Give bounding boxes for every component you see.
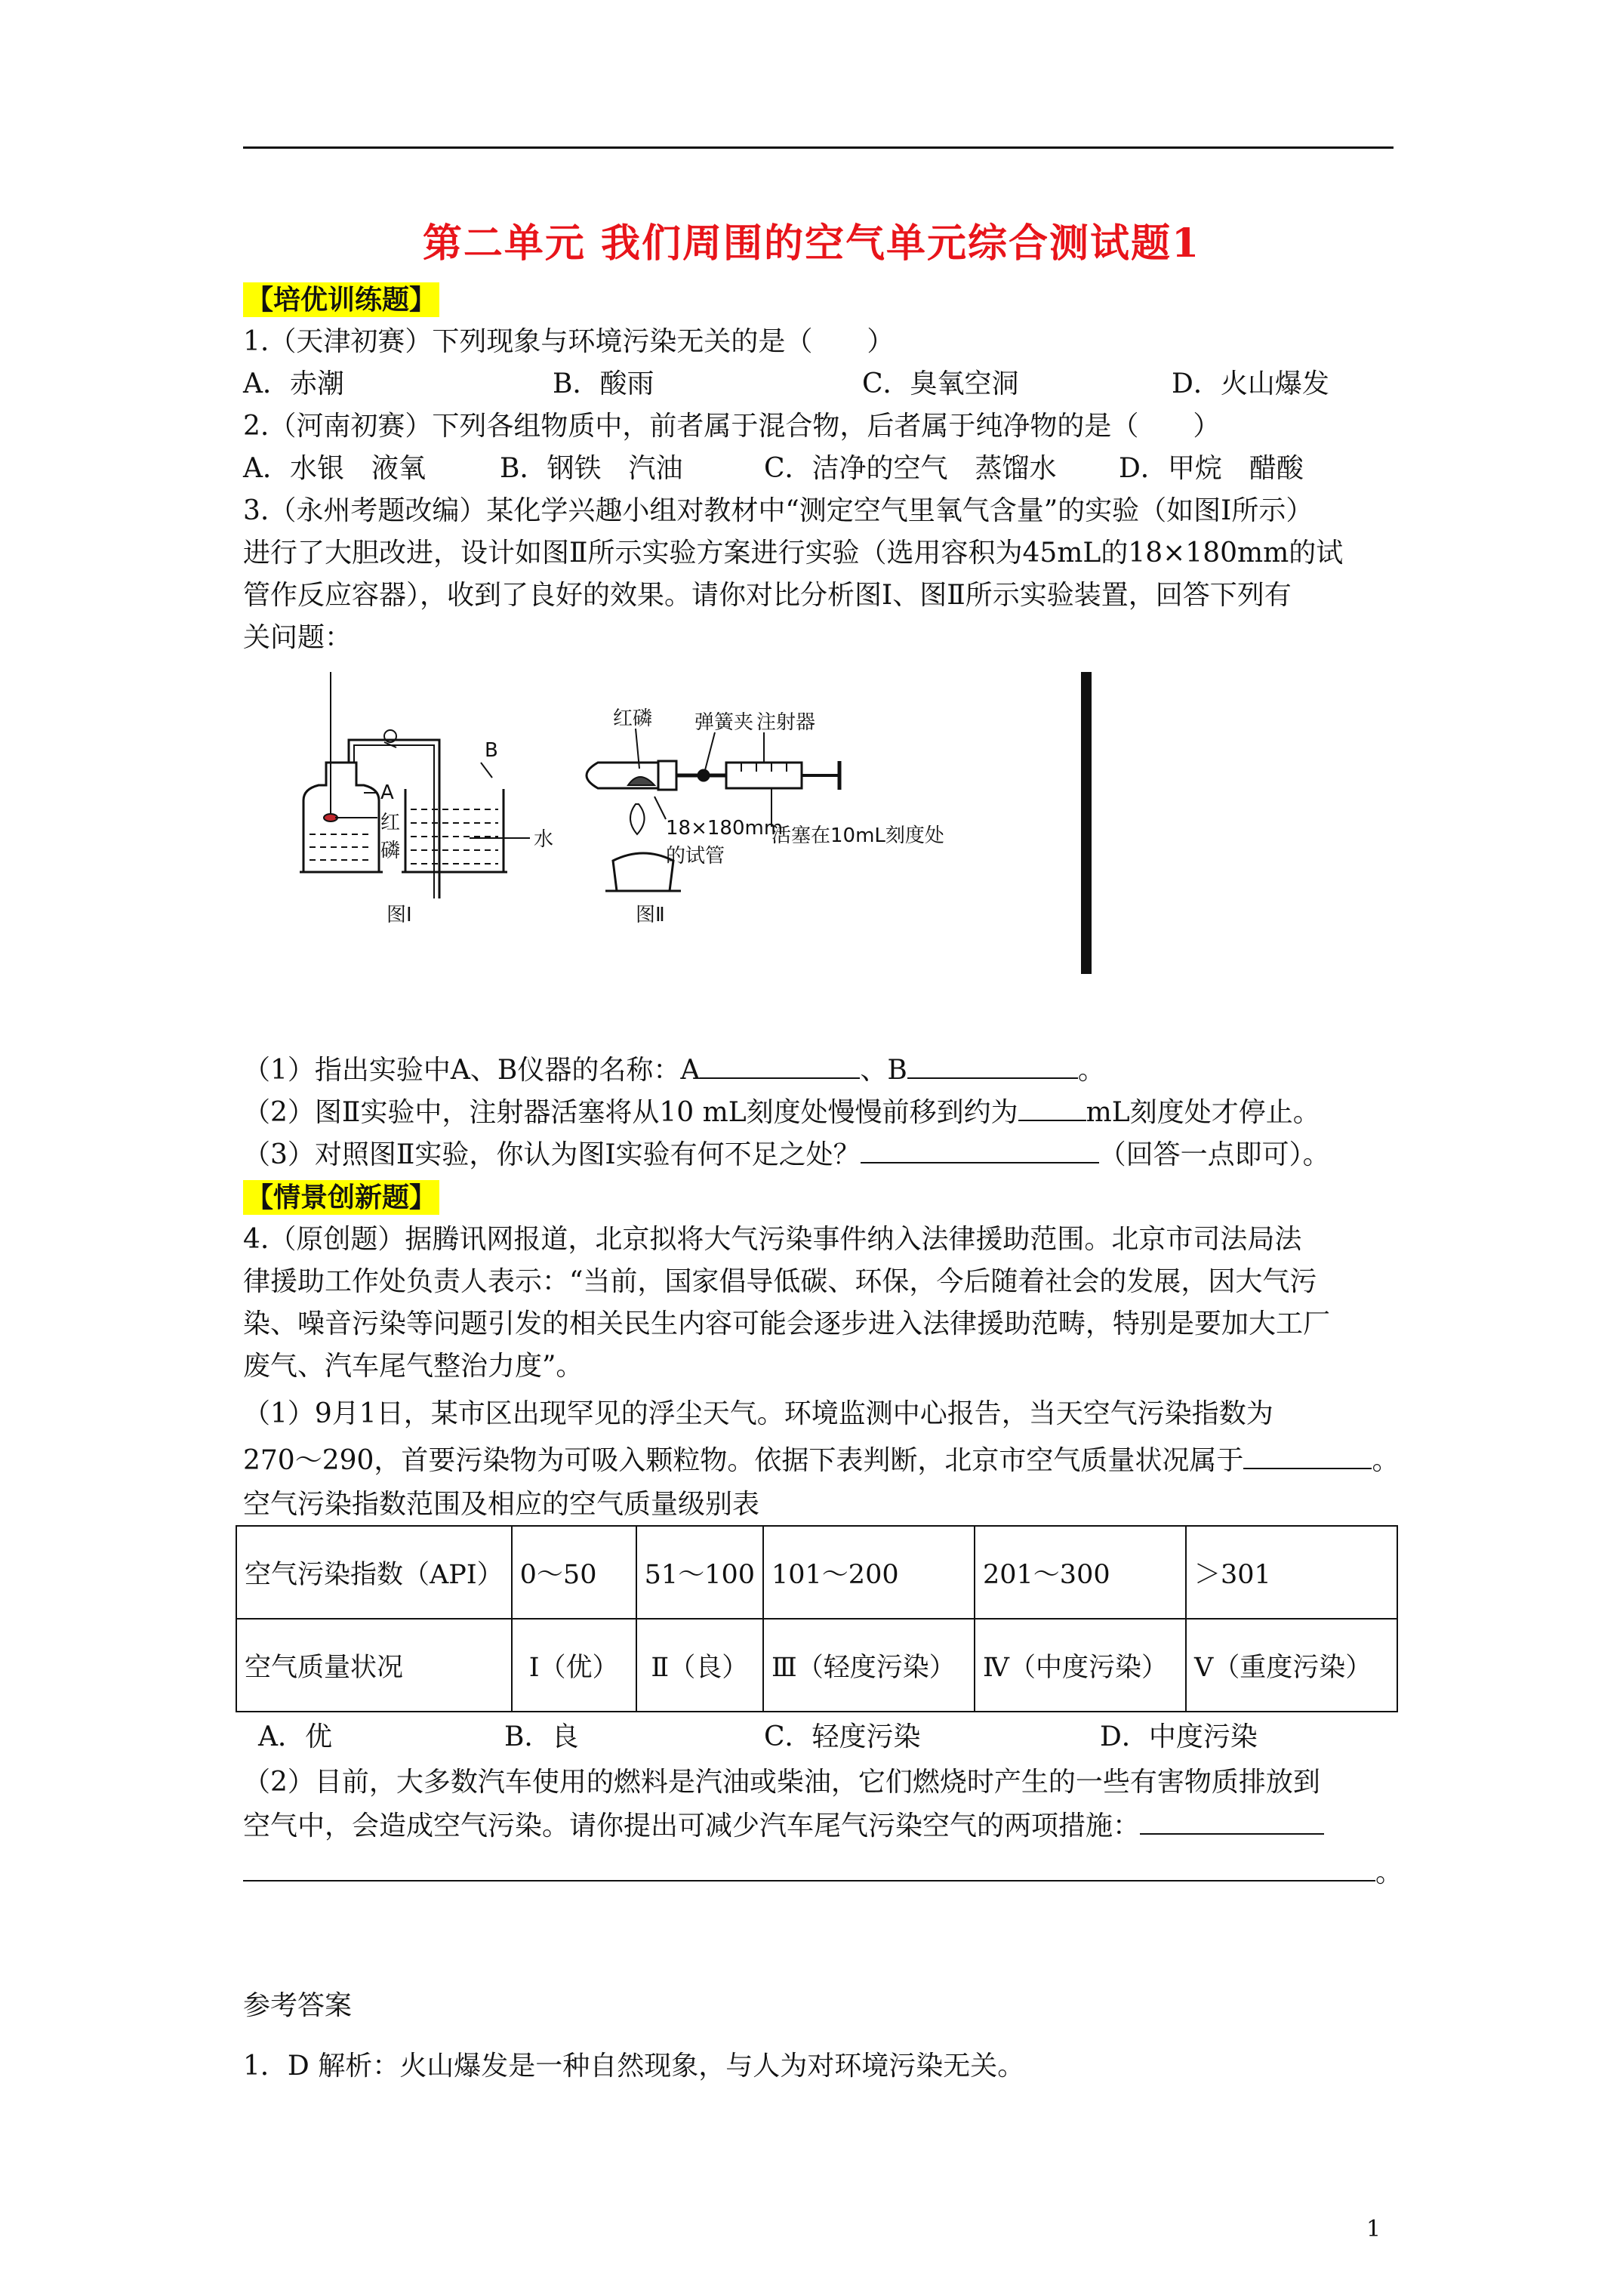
- q4-sub1-end: 。: [1372, 1445, 1400, 1476]
- table-cell: 0～50: [512, 1526, 636, 1619]
- q4-answer-blank-measures-1[interactable]: [1140, 1808, 1324, 1835]
- question-4-line-2: 律援助工作处负责人表示：“当前，国家倡导低碳、环保，今后随着社会的发展，因大气污: [243, 1266, 1317, 1297]
- q3-answer-blank-ml[interactable]: [1018, 1094, 1086, 1121]
- figure-1-apparatus: [300, 672, 530, 898]
- fig1-label-a: A: [380, 781, 394, 804]
- q3-sub3-text-a: （3）对照图Ⅱ实验，你认为图Ⅰ实验有何不足之处？: [243, 1139, 861, 1170]
- page-title: 第二单元 我们周围的空气单元综合测试题1: [422, 220, 1201, 267]
- question-2-options: [243, 450, 1390, 488]
- section-tag-training: [243, 281, 439, 319]
- q3-sub1-text-c: 。: [1077, 1055, 1105, 1086]
- fig1-label-lin: 磷: [380, 840, 401, 862]
- q4-sub2-line-2: [243, 1808, 1324, 1845]
- q3-sub-2: [243, 1094, 1320, 1132]
- question-1-stem: 1.（天津初赛）下列现象与环境污染无关的是（ ）: [243, 326, 895, 357]
- q4-option-a: A．优: [258, 1721, 332, 1752]
- q3-sub2-text-b: mL刻度处才停止。: [1086, 1097, 1320, 1128]
- section-tag-label: 【培优训练题】: [243, 282, 439, 317]
- table-cell: Ⅳ（中度污染）: [975, 1619, 1186, 1712]
- fig1-label-b: B: [485, 739, 498, 762]
- q4-option-b: B．良: [504, 1721, 579, 1752]
- header-rule: [243, 146, 1394, 149]
- question-3-line-2: 进行了大胆改进，设计如图Ⅱ所示实验方案进行实验（选用容积为45mL的18×180mm的试: [243, 538, 1344, 569]
- fig2-label-syringe: 注射器: [756, 711, 816, 734]
- q4-sub2-line-1: （2）目前，大多数汽车使用的燃料是汽油或柴油，它们燃烧时产生的一些有害物质排放到: [243, 1767, 1320, 1798]
- section-tag-scenario: [243, 1179, 439, 1217]
- q2-option-d: D．甲烷 醋酸: [1119, 453, 1304, 484]
- q3-sub-3: [243, 1136, 1330, 1174]
- q3-sub2-text-a: （2）图Ⅱ实验中，注射器活塞将从10 mL刻度处慢慢前移到约为: [243, 1097, 1018, 1128]
- q3-sub-1: [243, 1052, 1105, 1089]
- aqi-table: [236, 1525, 1398, 1712]
- q4-option-d: D．中度污染: [1100, 1721, 1258, 1752]
- q3-answer-blank-a[interactable]: [700, 1052, 860, 1079]
- q2-option-c: C．洁净的空气 蒸馏水: [764, 453, 1057, 484]
- experiment-figure: [243, 672, 1119, 997]
- question-1-options: [243, 365, 1390, 403]
- table-cell: Ⅲ（轻度污染）: [763, 1619, 975, 1712]
- q1-option-a: A．赤潮: [243, 368, 344, 399]
- question-3-line-1: 3.（永州考题改编）某化学兴趣小组对教材中“测定空气里氧气含量”的实验（如图Ⅰ所示）: [243, 495, 1313, 526]
- answer-1: 1．D 解析：火山爆发是一种自然现象，与人为对环境污染无关。: [243, 2051, 1025, 2082]
- q1-option-b: B．酸雨: [553, 368, 654, 399]
- q4-sub1-line-1: （1）9月1日，某市区出现罕见的浮尘天气。环境监测中心报告，当天空气污染指数为: [243, 1398, 1273, 1429]
- fig1-label-hong: 红: [380, 812, 401, 834]
- q4-option-c: C．轻度污染: [764, 1721, 921, 1752]
- table-caption: 空气污染指数范围及相应的空气质量级别表: [243, 1489, 760, 1520]
- section-tag-label: 【情景创新题】: [243, 1180, 439, 1215]
- fig1-label-water: 水: [534, 828, 554, 851]
- q4-sub1-line-2: [243, 1442, 1399, 1480]
- q3-sub1-text-a: （1）指出实验中A、B仪器的名称：A: [243, 1055, 701, 1086]
- q4-sub2-text: 空气中，会造成空气污染。请你提出可减少汽车尾气污染空气的两项措施：: [243, 1811, 1141, 1841]
- table-row: [236, 1619, 1397, 1712]
- question-3-line-4: 关问题：: [243, 622, 353, 653]
- q4-sub1-text: 270～290，首要污染物为可吸入颗粒物。依据下表判断，北京市空气质量状况属于: [243, 1445, 1244, 1476]
- table-cell: 101～200: [763, 1526, 975, 1619]
- table-cell: 空气质量状况: [236, 1619, 512, 1712]
- fig2-label-piston: 活塞在10mL刻度处: [771, 824, 944, 847]
- q1-option-d: D．火山爆发: [1172, 368, 1329, 399]
- table-cell: 201～300: [975, 1526, 1186, 1619]
- q4-sub2-line-3: [243, 1854, 1403, 1892]
- q2-option-a: A．水银 液氧: [243, 453, 426, 484]
- table-row: [236, 1526, 1397, 1619]
- q3-answer-blank-deficiency[interactable]: [861, 1136, 1099, 1163]
- q3-answer-blank-b[interactable]: [907, 1052, 1078, 1079]
- fig2-label-spring-clip: 弹簧夹: [694, 711, 754, 734]
- q3-sub1-text-b: 、B: [860, 1055, 907, 1086]
- table-cell: Ⅴ（重度污染）: [1186, 1619, 1397, 1712]
- table-cell: ＞301: [1186, 1526, 1397, 1619]
- question-4-line-4: 废气、汽车尾气整治力度”。: [243, 1351, 584, 1382]
- q4-sub2-end: 。: [1375, 1857, 1403, 1888]
- figure-2-apparatus: [587, 672, 1092, 974]
- question-4-options: [258, 1718, 1390, 1756]
- fig2-label-red-phosphorus: 红磷: [613, 707, 653, 730]
- fig2-label-tube-size: 18×180mm: [666, 817, 784, 840]
- table-cell: Ⅰ（优）: [512, 1619, 636, 1712]
- table-cell: 51～100: [636, 1526, 763, 1619]
- table-cell: Ⅱ（良）: [636, 1619, 763, 1712]
- question-4-line-1: 4.（原创题）据腾讯网报道，北京拟将大气污染事件纳入法律援助范围。北京市司法局法: [243, 1224, 1302, 1255]
- question-2-stem: 2.（河南初赛）下列各组物质中，前者属于混合物，后者属于纯净物的是（ ）: [243, 411, 1221, 442]
- table-cell: 空气污染指数（API）: [236, 1526, 512, 1619]
- q3-sub3-text-b: （回答一点即可）。: [1098, 1139, 1330, 1170]
- q4-answer-blank-measures-2[interactable]: [243, 1854, 1375, 1881]
- answers-heading: 参考答案: [243, 1990, 353, 2021]
- question-4-line-3: 染、噪音污染等问题引发的相关民生内容可能会逐步进入法律援助范畴，特别是要加大工厂: [243, 1308, 1331, 1339]
- q4-answer-blank-quality[interactable]: [1243, 1442, 1372, 1469]
- page-number: 1: [1366, 2216, 1381, 2242]
- fig2-caption: 图Ⅱ: [636, 904, 665, 926]
- question-3-line-3: 管作反应容器），收到了良好的效果。请你对比分析图Ⅰ、图Ⅱ所示实验装置，回答下列有: [243, 580, 1292, 611]
- fig1-caption: 图Ⅰ: [387, 904, 412, 926]
- q1-option-c: C．臭氧空洞: [862, 368, 1019, 399]
- q2-option-b: B．钢铁 汽油: [500, 453, 683, 484]
- fig2-label-tube-text: 的试管: [666, 845, 725, 868]
